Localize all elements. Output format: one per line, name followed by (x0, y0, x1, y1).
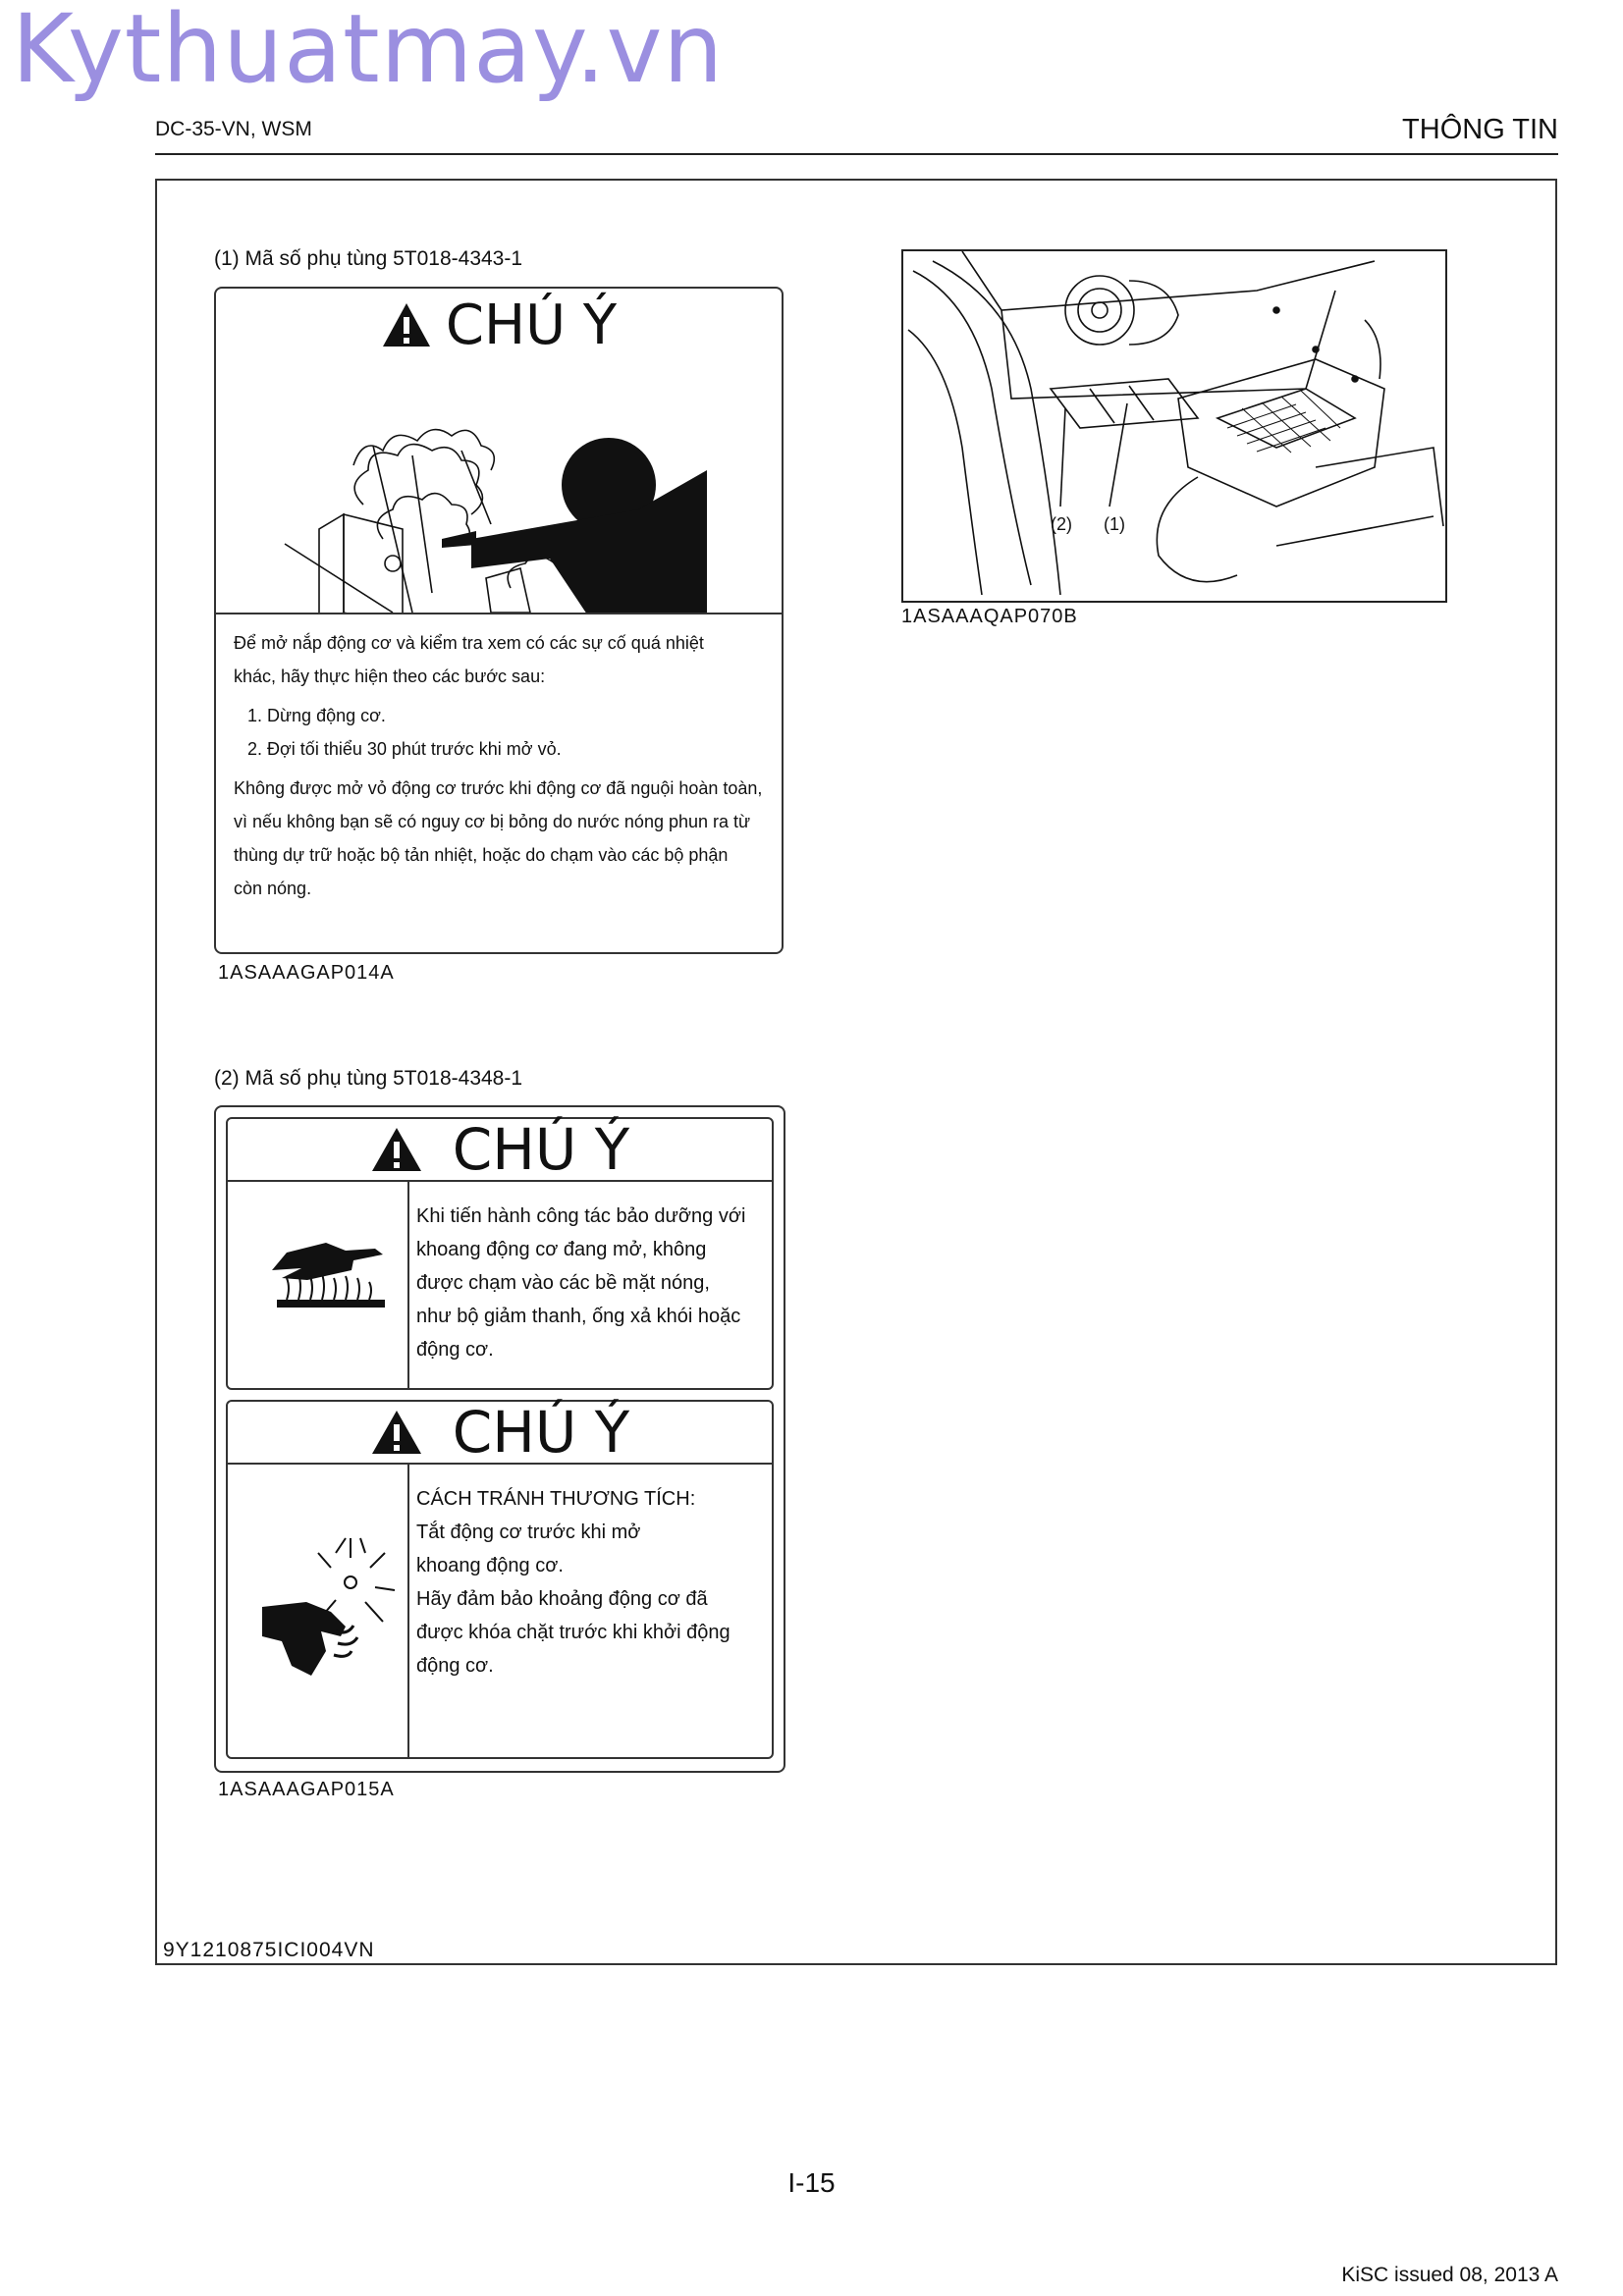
issue-note: KiSC issued 08, 2013 A (1341, 2264, 1558, 2286)
label1-warning-line: còn nóng. (234, 879, 312, 898)
warning-triangle-icon (370, 1409, 423, 1456)
label1-intro-line2: khác, hãy thực hiện theo các bước sau: (234, 667, 546, 686)
label2-caption: (2) Mã số phụ tùng 5T018-4348-1 (214, 1067, 523, 1090)
label2-top-line: như bộ giảm thanh, ống xả khói hoặc (416, 1306, 741, 1327)
watermark-logo: Kythuatmay.vn (12, 0, 725, 104)
label1-steps (234, 699, 776, 766)
hot-radiator-steam-icon (265, 377, 727, 613)
label2-bottom-text (416, 1482, 766, 1682)
label2-top-line: động cơ. (416, 1339, 494, 1361)
label2-bottom-line: được khóa chặt trước khi khởi động (416, 1622, 730, 1643)
label2-top-text (416, 1200, 766, 1366)
hot-surface-hand-icon (228, 1182, 407, 1390)
label2-top-line: khoang động cơ đang mở, không (416, 1239, 707, 1260)
label2-bottom-header (228, 1399, 772, 1466)
label2-top-line: được chạm vào các bề mặt nóng, (416, 1272, 710, 1294)
label2-top-header (228, 1116, 772, 1183)
label2-bottom-icon-cell (228, 1465, 409, 1757)
label2-bottom-title: CHÚ Ý (452, 1399, 630, 1466)
label1-warning-line: vì nếu không bạn sẽ có nguy cơ bị bỏng do nước nóng phun ra từ (234, 812, 751, 831)
document-code: DC-35-VN, WSM (155, 118, 312, 140)
label2-hot-surface-panel (226, 1117, 774, 1390)
warning-triangle-icon (370, 1126, 423, 1173)
label1-header (216, 289, 782, 361)
label2-card (214, 1105, 785, 1773)
label2-bottom-line: CÁCH TRÁNH THƯƠNG TÍCH: (416, 1488, 696, 1510)
label1-instructions (234, 626, 776, 905)
label1-warning-line: thùng dự trữ hoặc bộ tản nhiệt, hoặc do chạm vào các bộ phận (234, 845, 729, 865)
section-title: THÔNG TIN (1402, 114, 1558, 145)
label2-injury-panel (226, 1400, 774, 1759)
label1-title: CHÚ Ý (445, 293, 618, 357)
label1-image-code: 1ASAAAGAP014A (218, 962, 395, 984)
label1-warning-line: Không được mở vỏ động cơ trước khi động cơ đã nguội hoàn toàn, (234, 778, 763, 798)
label2-bottom-line: động cơ. (416, 1655, 494, 1677)
header-divider (155, 153, 1558, 155)
warning-triangle-icon (381, 301, 432, 348)
callout-2: (2) (1051, 514, 1072, 534)
page-number: I-15 (787, 2167, 836, 2198)
label2-top-icon-cell (228, 1182, 409, 1388)
label1-divider (216, 613, 782, 614)
label2-bottom-line: Hãy đảm bảo khoảng động cơ đã (416, 1588, 708, 1610)
photo-image-code: 1ASAAAQAP070B (901, 606, 1078, 627)
label1-step: 2. Đợi tối thiểu 30 phút trước khi mở vỏ. (267, 732, 776, 766)
engine-compartment-illustration (903, 251, 1445, 601)
label2-bottom-line: Tắt động cơ trước khi mở (416, 1522, 641, 1543)
label2-top-line: Khi tiến hành công tác bảo dưỡng với (416, 1205, 746, 1227)
callout-1: (1) (1104, 514, 1125, 534)
document-id: 9Y1210875ICI004VN (163, 1939, 375, 1961)
label1-card (214, 287, 784, 954)
label2-top-title: CHÚ Ý (452, 1116, 630, 1183)
label1-caption: (1) Mã số phụ tùng 5T018-4343-1 (214, 247, 523, 270)
fan-hand-injury-icon (228, 1465, 407, 1759)
engine-compartment-photo (901, 249, 1447, 603)
label2-image-code: 1ASAAAGAP015A (218, 1779, 395, 1800)
label1-step: 1. Dừng động cơ. (267, 699, 776, 732)
label1-intro-line1: Để mở nắp động cơ và kiểm tra xem có các sự cố quá nhiệt (234, 633, 704, 653)
label2-bottom-line: khoang động cơ. (416, 1555, 564, 1576)
